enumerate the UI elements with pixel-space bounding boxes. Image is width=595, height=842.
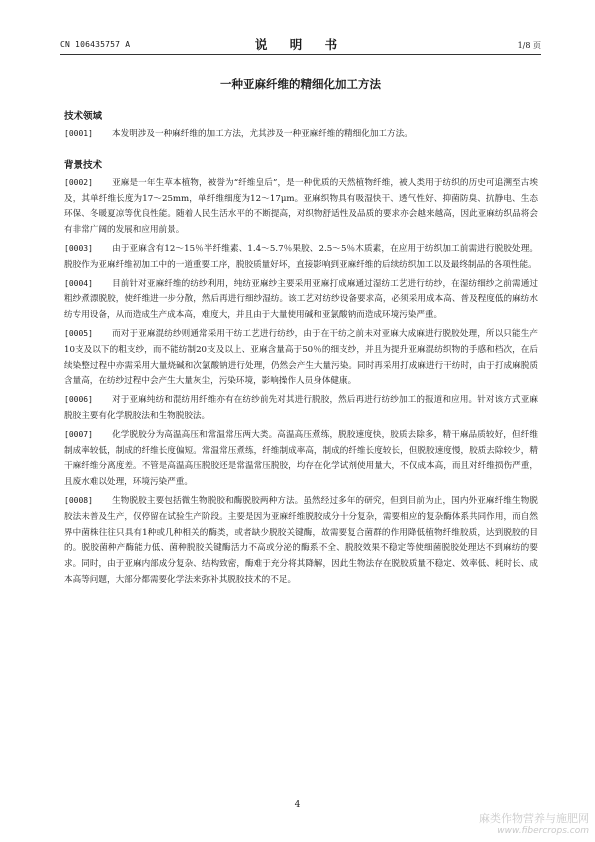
paragraph-number: [0002] xyxy=(64,177,93,187)
paragraph xyxy=(64,392,538,425)
paragraph-text: 由于亚麻含有12～15％半纤维素、1.4～5.7％果胶、2.5～5％木质素，在应用于纺织加工前需进行脱胶处理。脱胶作为亚麻纤维初加工中的一道重要工序，脱胶质量好坏，直接影响到亚麻纤维的后续纺织加工以及最终制品的各项性能。 xyxy=(64,243,538,270)
paragraph-text: 亚麻是一年生草本植物，被誉为“纤维皇后”，是一种优质的天然植物纤维，被人类用于纺织的历史可追溯至古埃及，其单纤维长度为17～25mm，单纤维细度为12～17μm。亚麻织物具有吸湿快干、透气性好、抑菌防臭、抗静电、生态环保、冬暖夏凉等优良性能。随着人民生活水平的不断提高，对织物舒适性及品质的要求亦会越来越高，因此亚麻纺织品将会有非常广阔的发展和应用前景。 xyxy=(64,177,538,236)
document-title: 一种亚麻纤维的精细化加工方法 xyxy=(220,77,381,91)
section-heading: 技术领域 xyxy=(64,111,103,122)
paragraph-text: 生物脱胶主要包括微生物脱胶和酶脱胶两种方法。虽然经过多年的研究，但到目前为止，国内外亚麻纤维生物脱胶法未普及生产，仅停留在试验生产阶段。主要是因为亚麻纤维脱胶成分十分复杂，需要相应的复杂酶体系共同作用，而自然界中菌株往往只具有1种或几种相关的酶类，或者缺少脱胶关键酶，故需要复合菌群的作用降低植物纤维胶质，达到脱胶的目的。脱胶菌种产酶能力低、菌种脱胶关键酶活力不高或分泌的酶系不全、脱胶效果不稳定等使细菌脱胶处理达不到麻纺的要求。同时，由于亚麻内部成分复杂、结构致密，酶难于充分将其降解，因此生物法存在脱胶质量不稳定、效率低、耗时长、成本高等问题，大部分都需要化学法来弥补其脱胶技术的不足。 xyxy=(64,495,538,585)
paragraph xyxy=(64,175,538,239)
page-header xyxy=(60,37,541,51)
section-heading: 背景技术 xyxy=(64,159,103,171)
patent-number: CN 106435757 A xyxy=(60,40,131,49)
paragraph xyxy=(64,126,538,143)
document-type: 说 明 书 xyxy=(254,37,347,52)
paragraph-number: [0001] xyxy=(64,129,93,138)
paragraph-number: [0004] xyxy=(64,278,93,288)
paragraph-text: 化学脱胶分为高温高压和常温常压两大类。高温高压煮练，脱胶速度快，胶质去除多，精干麻品质较好，但纤维制成率较低，制成的纤维长度偏短。常温常压煮练，纤维制成率高，制成的纤维长度较长，但脱胶速度慢，胶质去除较少，精干麻纤维分离度差。不管是高温高压脱胶还是常温常压脱胶，均存在化学试剂使用量大，不仅成本高，而且对纤维损伤严重，且废水难以处理，环境污染严重。 xyxy=(64,429,538,488)
paragraph-text: 而对于亚麻混纺纱则通常采用干纺工艺进行纺纱，由于在干纺之前未对亚麻大成麻进行脱胶处理，所以只能生产10支及以下的粗支纱，而不能纺制20支及以上、亚麻含量高于50％的细支纱，并且为提升亚麻混纺织物的手感和档次，在后续染整过程中亦需采用大量烧碱和次氯酸钠进行处理，仍然会产生大量污染。同时再采用打成麻进行干纺时，由于打成麻脱质含量高，在纺纱过程中会产生大量灰尘，污染环境，影响操作人员身体健康。 xyxy=(64,328,538,387)
paragraph-text: 对于亚麻纯纺和混纺用纤维亦有在纺纱前先对其进行脱胶，然后再进行纺纱加工的报道和应用。针对该方式亚麻脱胶主要有化学脱胶法和生物脱胶法。 xyxy=(64,395,538,421)
watermark xyxy=(479,810,589,836)
paragraph xyxy=(64,326,538,390)
paragraph-number: [0006] xyxy=(64,395,93,405)
header-rule xyxy=(60,54,541,55)
paragraph xyxy=(64,427,538,491)
page-number: 4 xyxy=(294,800,301,810)
document-body xyxy=(64,108,538,591)
paragraph xyxy=(64,493,538,589)
watermark-site-name: 麻类作物营养与施肥网 xyxy=(479,812,589,825)
paragraph-text: 本发明涉及一种麻纤维的加工方法，尤其涉及一种亚麻纤维的精细化加工方法。 xyxy=(112,129,413,139)
watermark-url: www.fibercrops.com xyxy=(497,826,589,836)
paragraph xyxy=(64,241,538,274)
paragraph-number: [0003] xyxy=(64,243,93,253)
paragraph-number: [0008] xyxy=(64,495,93,505)
paragraph-text: 目前针对亚麻纤维的纺纱利用，纯纺亚麻纱主要采用亚麻打成麻通过湿纺工艺进行纺纱，在湿纺细纱之前需通过粗纱煮漂脱胶，使纤维进一步分散，然后再进行细纱湿纺。该工艺对纺纱设备要求高，必须采用成本高、普及程度低的麻纺水纺专用设备，从而造成生产成本高，难度大，并且由于大量使用碱和亚氯酸钠而造成环境污染严重。 xyxy=(64,278,538,321)
paragraph-number: [0007] xyxy=(64,429,93,439)
paragraph-number: [0005] xyxy=(64,328,93,338)
page-counter: 1/8 页 xyxy=(517,41,541,50)
paragraph xyxy=(64,276,538,324)
